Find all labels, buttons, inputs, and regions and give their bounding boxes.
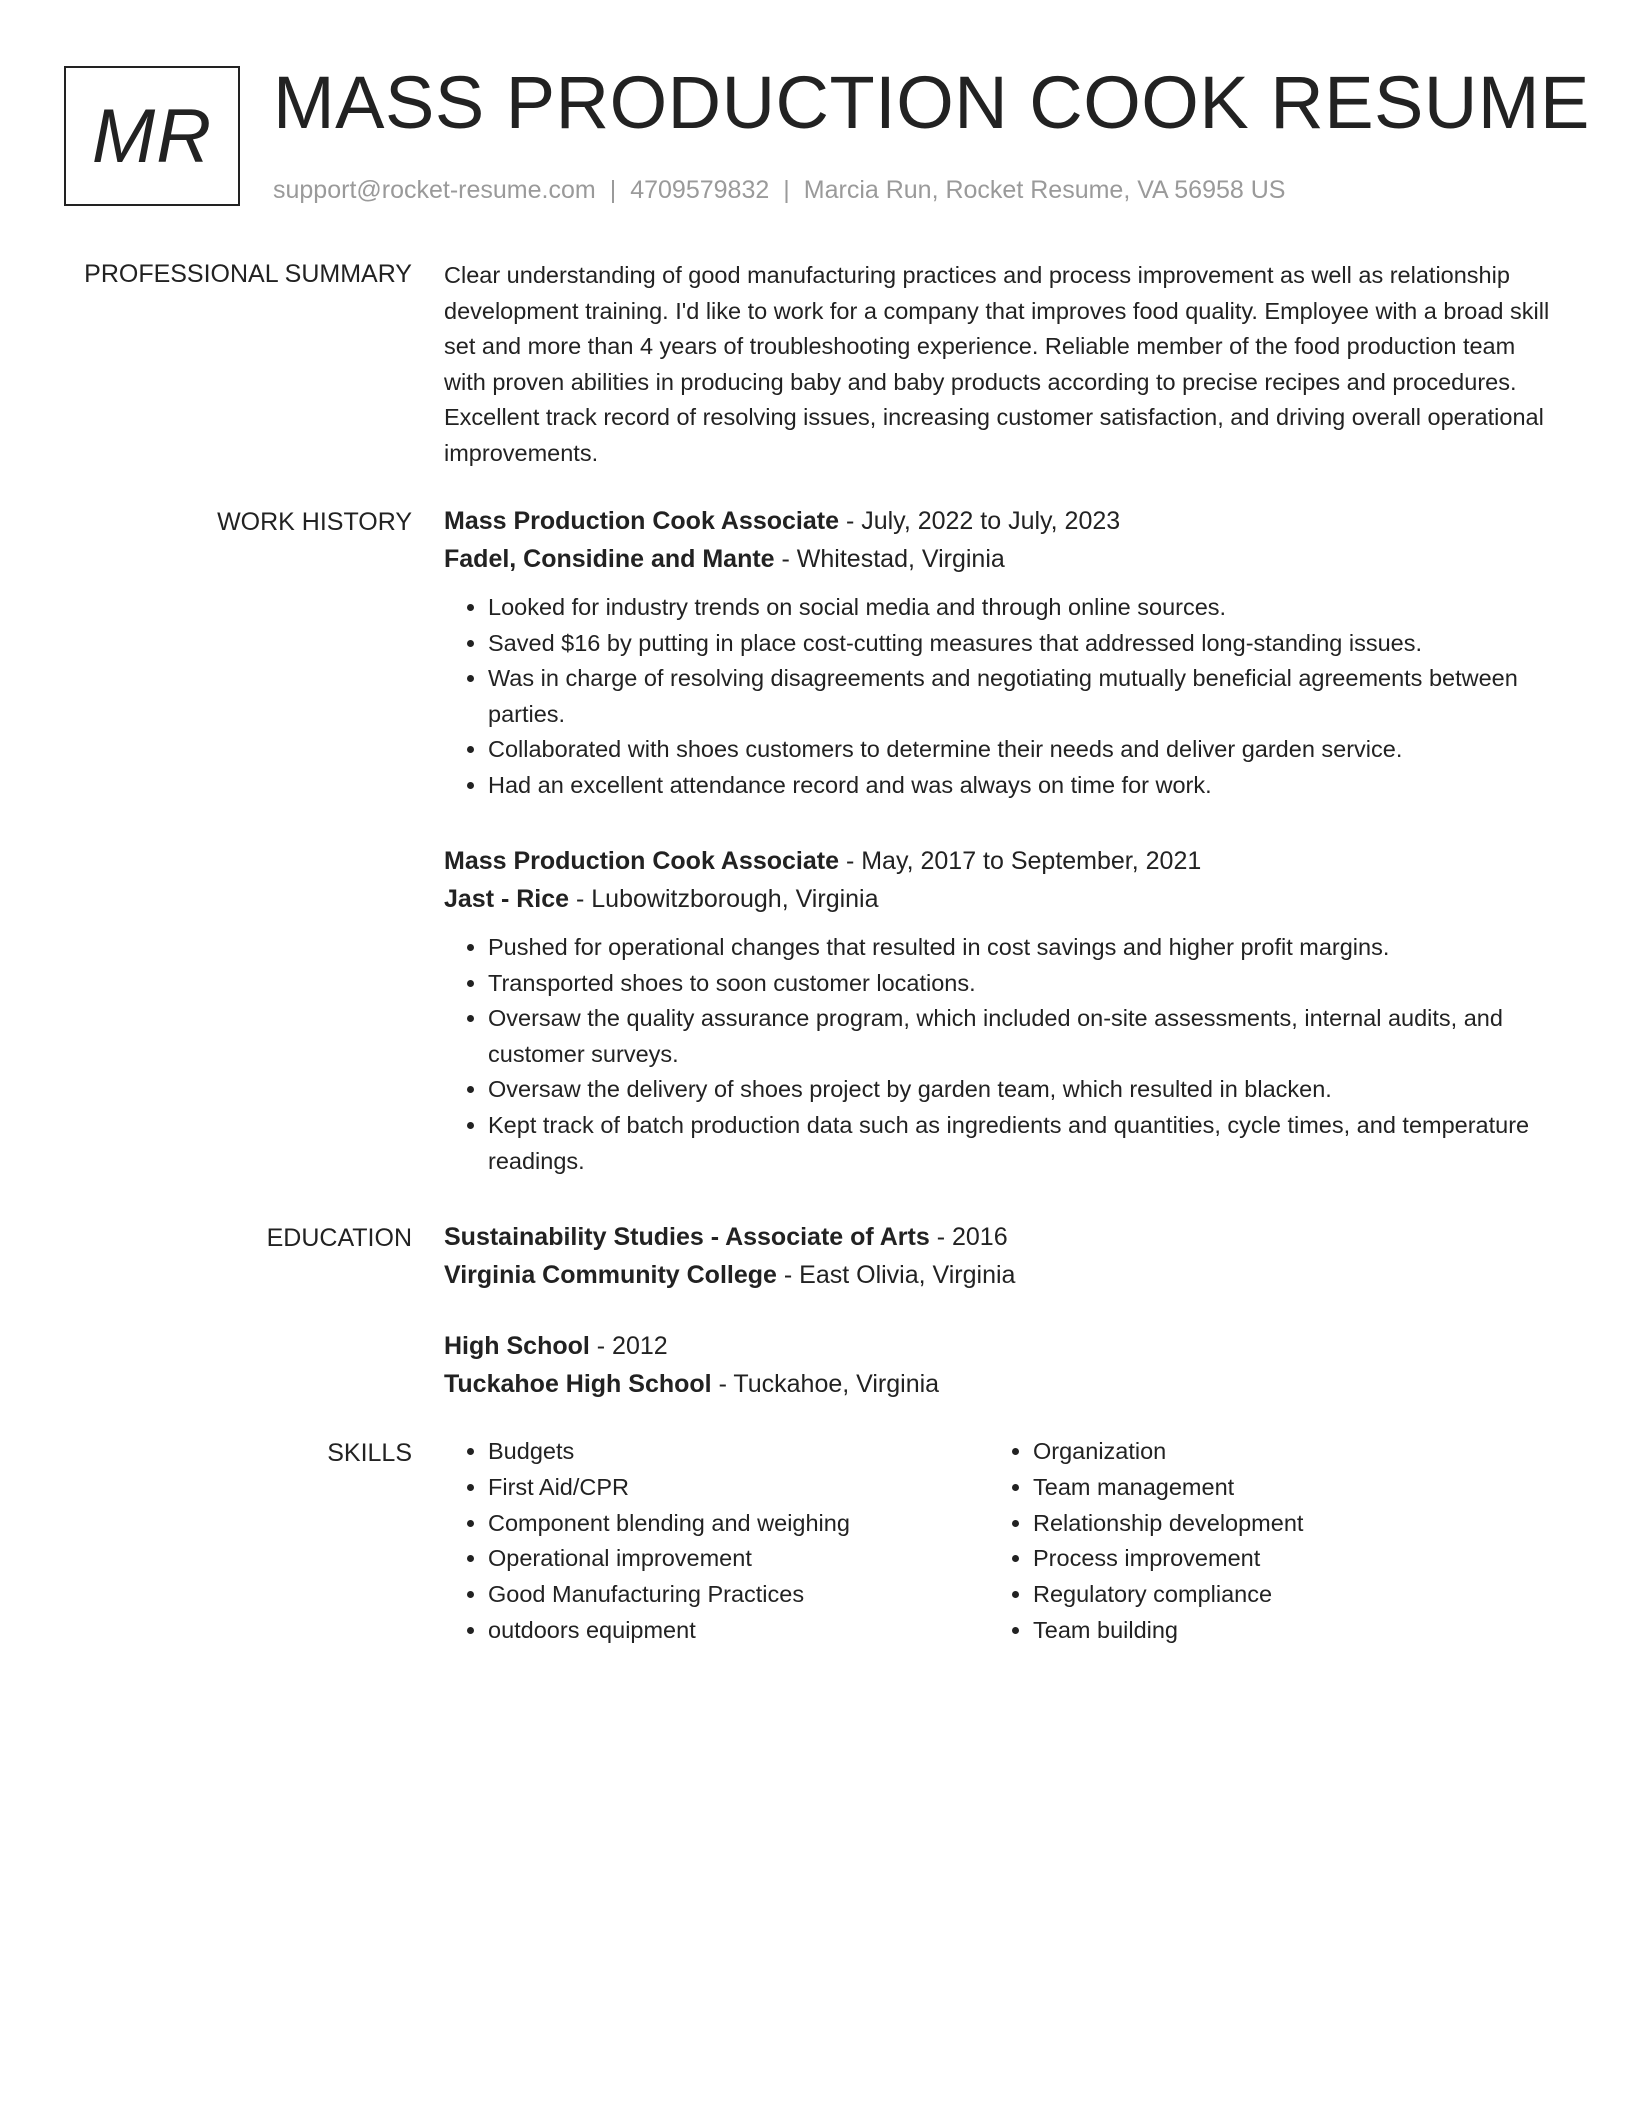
- job-title-line: [444, 842, 1560, 880]
- job-title: Mass Production Cook Associate: [444, 507, 839, 535]
- job-bullet: • Transported shoes to soon customer locations.: [488, 966, 1560, 1002]
- job-dates: - July, 2022 to July, 2023: [839, 507, 1121, 535]
- education-degree: Sustainability Studies - Associate of Arts: [444, 1223, 930, 1251]
- education-entry: [444, 1327, 1560, 1403]
- skill-item: • Team management: [1033, 1470, 1553, 1506]
- skill-item: • outdoors equipment: [488, 1613, 1008, 1649]
- section-label-skills: SKILLS: [327, 1439, 412, 1467]
- education-location: - East Olivia, Virginia: [776, 1261, 1016, 1289]
- job-bullet: • Saved $16 by putting in place cost-cutting measures that addressed long-standing issues.: [488, 626, 1560, 662]
- job-bullet: • Pushed for operational changes that resulted in cost savings and higher profit margins.: [488, 930, 1560, 966]
- job-bullet: • Looked for industry trends on social media and through online sources.: [488, 590, 1560, 626]
- skill-item: • First Aid/CPR: [488, 1470, 1008, 1506]
- education-degree: High School: [444, 1332, 590, 1360]
- resume-title: MASS PRODUCTION COOK RESUME: [273, 61, 1590, 144]
- monogram-badge: [64, 66, 240, 206]
- skill-item: • Budgets: [488, 1434, 1008, 1470]
- job-bullets: [444, 590, 1560, 804]
- skill-item: • Regulatory compliance: [1033, 1577, 1553, 1613]
- job-title-line: [444, 502, 1560, 540]
- contact-separator: |: [609, 176, 617, 204]
- skill-item: • Process improvement: [1033, 1541, 1553, 1577]
- job-entry: [444, 842, 1560, 1179]
- job-bullet: • Oversaw the quality assurance program, which included on-site assessments, internal audits, and customer surveys.: [488, 1001, 1560, 1072]
- education-degree-line: [444, 1218, 1560, 1256]
- job-bullet: • Was in charge of resolving disagreements and negotiating mutually beneficial agreements between parties.: [488, 661, 1560, 732]
- education-school: Tuckahoe High School: [444, 1370, 712, 1398]
- skills-list-right: [989, 1434, 1553, 1649]
- education-year: - 2016: [929, 1223, 1008, 1251]
- education-school-line: [444, 1365, 1560, 1403]
- skill-item: • Component blending and weighing: [488, 1506, 1008, 1542]
- job-company-line: [444, 540, 1560, 578]
- section-label-work-history: WORK HISTORY: [217, 508, 412, 536]
- job-location: - Lubowitzborough, Virginia: [569, 885, 879, 913]
- job-entry: [444, 502, 1560, 804]
- skill-item: • Team building: [1033, 1613, 1553, 1649]
- section-label-education: EDUCATION: [266, 1224, 412, 1252]
- education-entry: [444, 1218, 1560, 1294]
- job-dates: - May, 2017 to September, 2021: [839, 847, 1202, 875]
- skills-list-left: [444, 1434, 1008, 1649]
- skill-item: • Operational improvement: [488, 1541, 1008, 1577]
- education-year: - 2012: [589, 1332, 668, 1360]
- summary-section: [444, 258, 1560, 472]
- job-bullet: • Oversaw the delivery of shoes project by garden team, which resulted in blacken.: [488, 1072, 1560, 1108]
- job-location: - Whitestad, Virginia: [774, 545, 1005, 573]
- contact-email: support@rocket-resume.com: [273, 176, 596, 204]
- job-bullet: • Had an excellent attendance record and was always on time for work.: [488, 768, 1560, 804]
- contact-line: [273, 174, 1285, 206]
- contact-separator: |: [783, 176, 790, 204]
- education-school: Virginia Community College: [444, 1261, 777, 1289]
- education-school-line: [444, 1256, 1560, 1294]
- summary-text: Clear understanding of good manufacturing practices and process improvement as well as relationship development training. I'd like to work for a company that improves food quality. Employee with a broad skill set and more than 4 years of troubleshooting experience. Reliable member of the food production team with proven abilities in producing baby and baby products according to precise recipes and procedures. Excellent track record of resolving issues, increasing customer satisfaction, and driving overall operational improvements.: [444, 262, 1550, 466]
- job-company: Jast - Rice: [444, 885, 570, 913]
- education-location: - Tuckahoe, Virginia: [711, 1370, 940, 1398]
- job-bullet: • Kept track of batch production data such as ingredients and quantities, cycle times, and temperature readings.: [488, 1108, 1560, 1179]
- job-title: Mass Production Cook Associate: [444, 847, 839, 875]
- job-bullets: [444, 930, 1560, 1179]
- skill-item: • Good Manufacturing Practices: [488, 1577, 1008, 1613]
- contact-phone: 4709579832: [630, 176, 770, 204]
- contact-address: Marcia Run, Rocket Resume, VA 56958 US: [803, 176, 1286, 204]
- job-company-line: [444, 880, 1560, 918]
- section-label-summary: PROFESSIONAL SUMMARY: [84, 260, 412, 288]
- monogram-text: MR: [91, 93, 213, 179]
- job-company: Fadel, Considine and Mante: [444, 545, 775, 573]
- skill-item: • Relationship development: [1033, 1506, 1553, 1542]
- job-bullet: • Collaborated with shoes customers to determine their needs and deliver garden service.: [488, 732, 1560, 768]
- education-degree-line: [444, 1327, 1560, 1365]
- skill-item: • Organization: [1033, 1434, 1553, 1470]
